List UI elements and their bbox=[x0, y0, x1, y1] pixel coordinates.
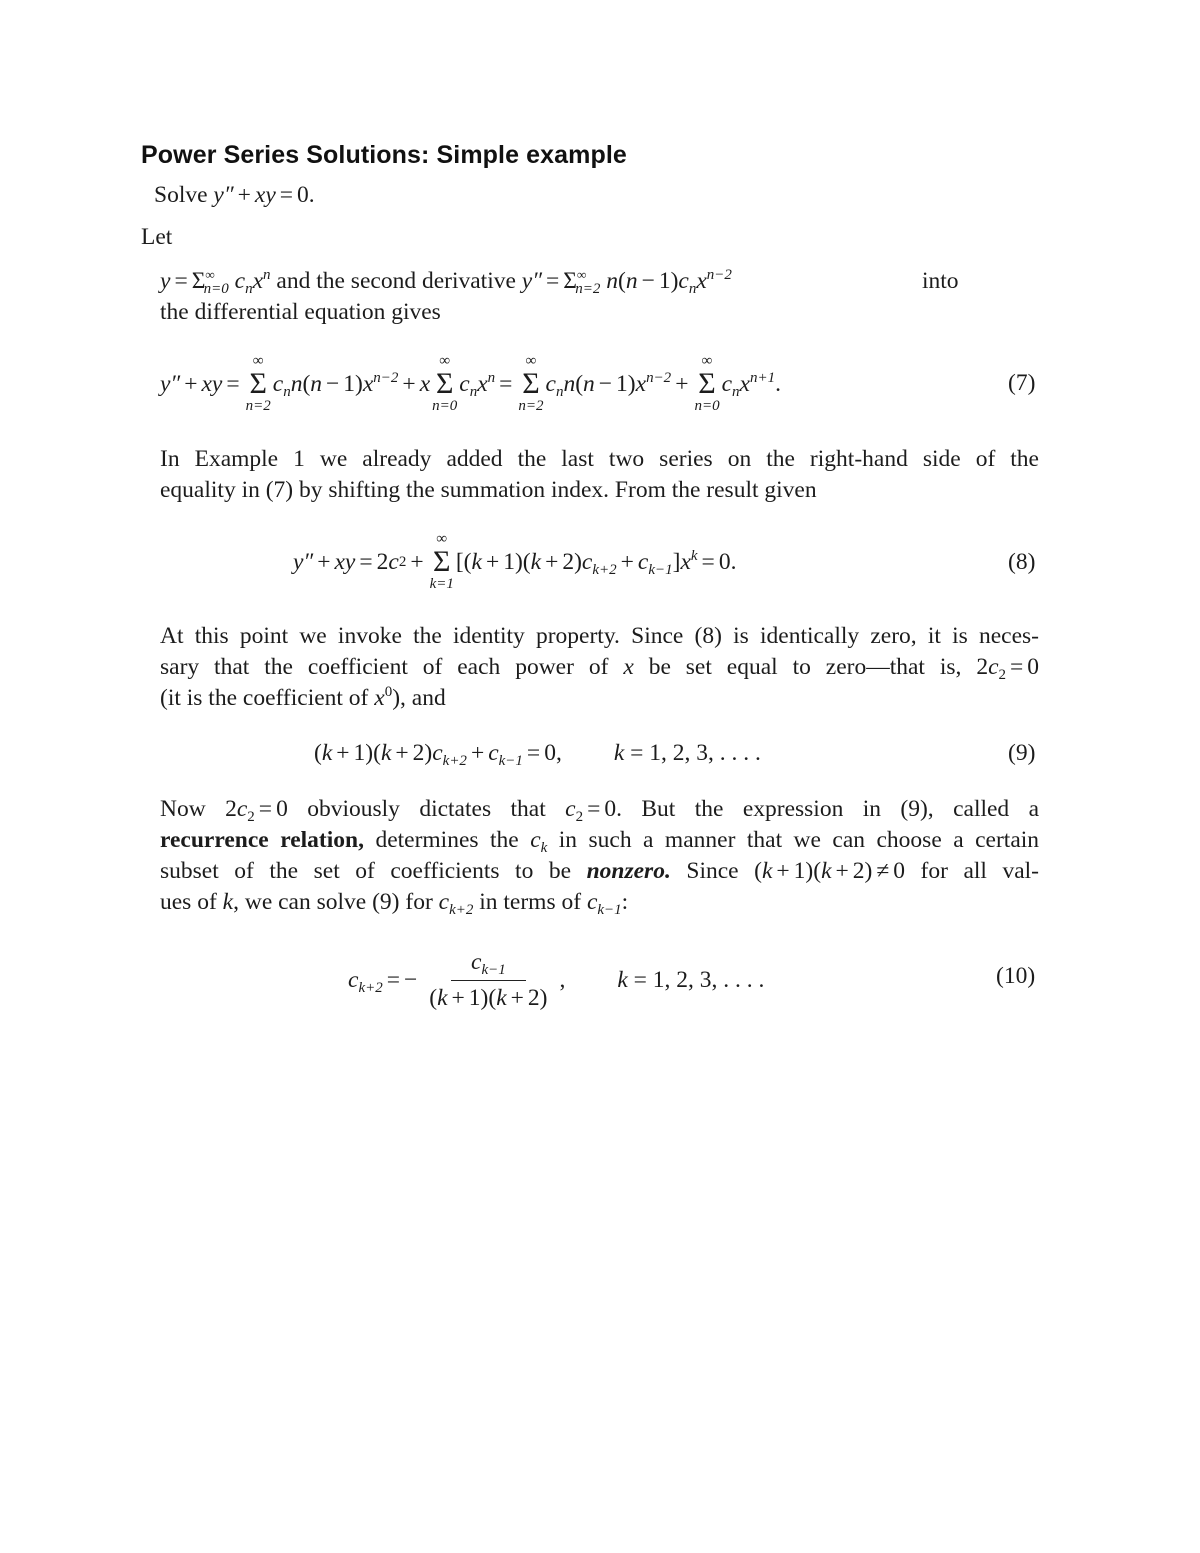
paragraph-3-line-1: Now $2c_2 = 0$ obviously dictates that $c_2 = 0$. But the expression in (9), called a bbox=[160, 796, 1040, 825]
paragraph-1-last bbox=[160, 475, 1039, 506]
paragraph-1-line-1: In Example 1 we already added the last two series on the right-hand side of the bbox=[160, 446, 1039, 472]
equation-9: ( k + 1)( k + 2) $c_{k+2}$ + $c_{k-1}$ = 0, k = 1, 2, 3, . . . . bbox=[314, 740, 761, 769]
intro-into-text: into bbox=[922, 268, 959, 294]
paragraph-2 bbox=[160, 621, 1039, 714]
paragraph-2-line-3: (it is the coefficient of $x^0$), and bbox=[160, 684, 446, 711]
equation-10-kvalues: = 1, 2, 3, . . . . bbox=[633, 966, 765, 993]
intro-and-text: and the second derivative bbox=[276, 268, 516, 294]
equation-7-number: (7) bbox=[1008, 370, 1036, 396]
paragraph-3 bbox=[160, 794, 1039, 918]
intro-line2: the differential equation gives bbox=[160, 299, 441, 325]
paragraph-1-line-2: equality in (7) by shifting the summation index. From the result given bbox=[160, 477, 817, 503]
paragraph-3-line-4: ues of k, we can solve (9) for $c_{k+2}$ in terms of $c_{k-1}$: bbox=[160, 889, 629, 918]
paragraph-2-line-1: At this point we invoke the identity property. Since (8) is identically zero, it is neces- bbox=[160, 623, 1039, 649]
paragraph-3-line-3: subset of the set of coefficients to be nonzero. Since (k + 1)(k + 2) ≠ 0 for all val- bbox=[160, 858, 1040, 884]
solve-line: Solve y″ + xy = 0. bbox=[154, 182, 315, 208]
equation-10-number: (10) bbox=[996, 963, 1036, 989]
equation-8: y″ + xy = 2 c 2 + ∞ Σ k=1 [( k + 1)( k + 2) $c_{k+2}$ + $c_{k-1}$ ] $x^k$ = 0. bbox=[293, 531, 737, 592]
equation-7: y″ + xy = ∞ Σ n=2 $c_nn$ ( n − 1) $x^{n-2}$ + x ∞ Σ n=0 $c_nx^n$ = ∞ Σ n=2 $c_nn$ ( n − 1) $x^{n-2}$ + ∞ Σ n=0 $c_nx^{n+1}$ . bbox=[160, 353, 781, 414]
let-word: Let bbox=[141, 224, 173, 250]
equation-9-kvalues: = 1, 2, 3, . . . . bbox=[630, 740, 761, 766]
paragraph-1 bbox=[160, 444, 1039, 475]
equation-10: $c_{k+2}$ = − $\frac{c_{k-1}}{(k + 1)(k + 2)}$ , k = 1, 2, 3, . . . . bbox=[348, 948, 765, 1011]
solve-word: Solve bbox=[154, 182, 208, 208]
equation-8-number: (8) bbox=[1008, 549, 1036, 575]
equation-9-number: (9) bbox=[1008, 740, 1036, 766]
paragraph-2-line-2: sary that the coefficient of each power of x be set equal to zero—that is, $2c_2 = 0$ bbox=[160, 654, 1040, 683]
page-title: Power Series Solutions: Simple example bbox=[141, 141, 627, 169]
paragraph-3-line-2: recurrence relation, determines the $c_k$ in such a manner that we can choose a certain bbox=[160, 827, 1040, 856]
intro-paragraph: $y = \Sigma^\infty_{n=0}$ $c_nx^n$ and the second derivative $y'' = \Sigma^\infty_{n=2}$ $n(n - 1)c_nx^{n-2}$ into the differential equation gives bbox=[160, 266, 965, 328]
